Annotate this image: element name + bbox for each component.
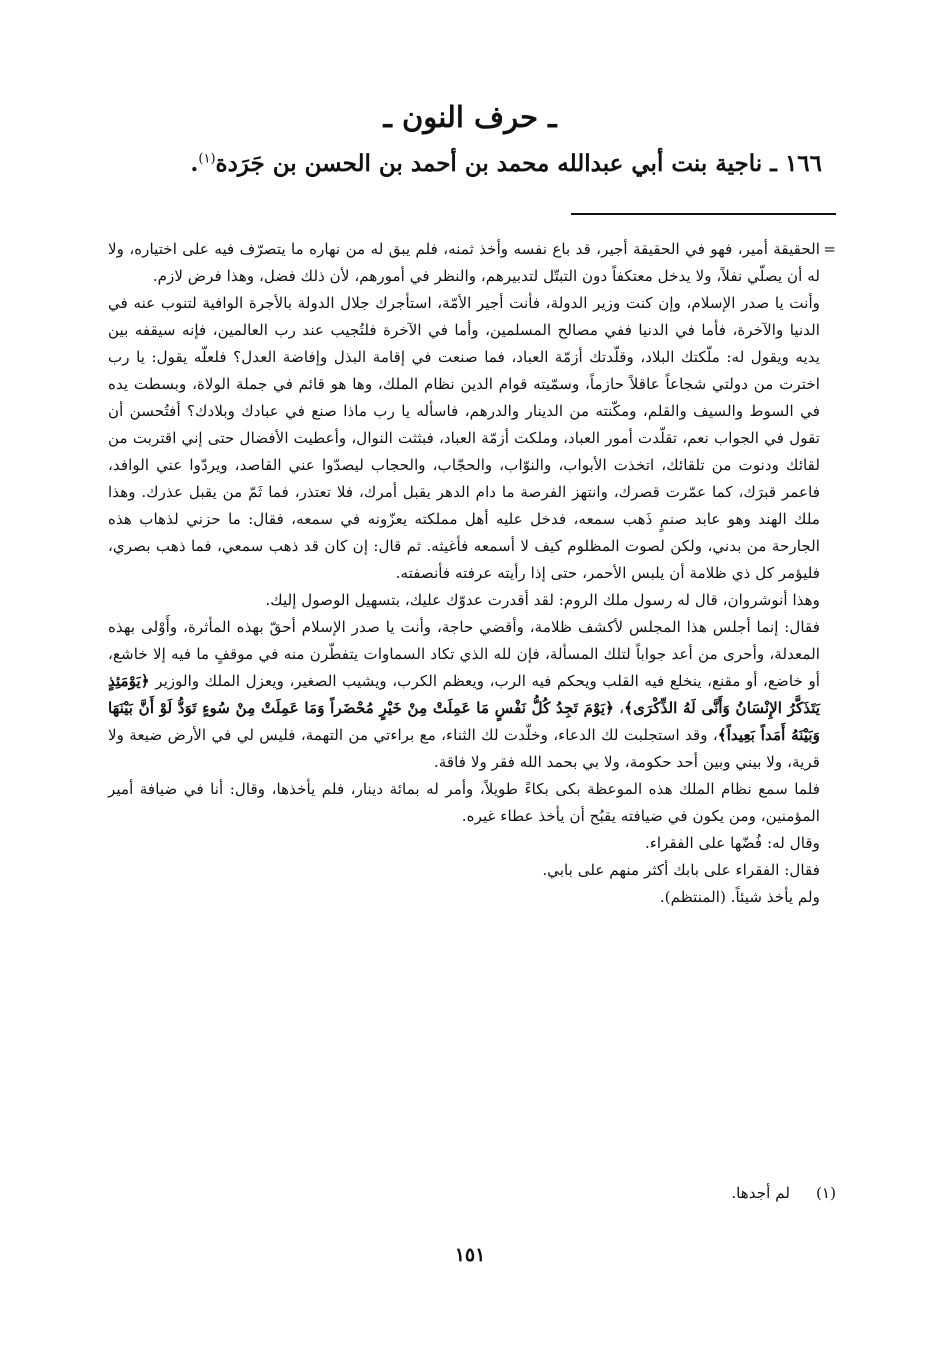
paragraph-8: ولم يأخذ شيئاً. (المنتظم). — [659, 888, 820, 906]
footnote-reference[interactable]: (١) — [198, 151, 216, 167]
footnote-body — [108, 236, 820, 911]
paragraph-6: وقال له: فُضّها على الفقراء. — [644, 834, 820, 852]
paragraph-4-text-a: فقال: إنما أجلس هذا المجلس لأكشف ظلامة، وأقضي حاجة، وأنت يا صدر الإسلام أحقّ بهذه المأثرة، وأَوْلى بهذه المعدلة، وأحرى من أعد جواباً لتلك المسألة، فإن لله الذي تكاد السماوات يتفطّرن منه في موقفٍ ما فيه إلا خاشع، أو خاضع، أو مقنع، ينخلع فيه القلب ويحكم فيه الرب، ويعظم الكرب، ويشيب الصغير، ويعزل الملك والوزير — [108, 618, 820, 690]
paragraph-4-text-b: ، وقد استجلبت لك الدعاء، وخلّدت لك الثناء، مع براءتي من التهمة، فليس لي في الأرض ضيعة ولا قرية، ولا بيني وبين أحد حكومة، ولا بي بحمد الله فقر ولا فاقة. — [108, 726, 820, 771]
chapter-title: ـ حرف النون ـ — [383, 100, 557, 134]
footnote-text: لم أجدها. — [731, 1184, 790, 1202]
page-number: ١٥١ — [454, 1244, 486, 1266]
paragraph-4 — [108, 614, 820, 776]
continuation-mark: = — [823, 240, 836, 258]
entry-heading-text: ١٦٦ ـ ناجية بنت أبي عبدالله محمد بن أحمد بن الحسن بن جَرَدة — [215, 150, 822, 177]
paragraph-4-separator: ، — [619, 699, 625, 717]
paragraph-1: الحقيقة أمير، فهو في الحقيقة أجير، قد باع نفسه وأخذ ثمنه، فلم يبق له من نهاره ما يتصرّف فيه على اختياره، ولا له أن يصلّي نفلاً، ولا يدخل معتكفاً دون التبتّل لتدبيرهم، والنظر في أمورهم، لأن ذلك فضل، وهذا فرض لازم. — [108, 240, 820, 285]
footnote-1 — [108, 1180, 836, 1207]
footnote-separator-rule — [571, 213, 836, 215]
paragraph-3: وهذا أنوشروان، قال له رسول ملك الروم: لقد أقدرت عدوّك عليك، بتسهيل الوصول إليك. — [265, 591, 820, 609]
entry-heading — [102, 150, 822, 177]
quran-verse-1: ﴿يَوْمَئِذٍ يَتَذَكَّرُ الإِنْسَانُ وَأَنَّى لَهُ الذِّكْرَى﴾ — [108, 672, 821, 717]
paragraph-2: وأنت يا صدر الإسلام، وإن كنت وزير الدولة، فأنت أجير الأمّة، استأجرك جلال الدولة بالأجرة الوافية لتنوب عنه في الدنيا والآخرة، فأما في الدنيا ففي مصالح المسلمين، وأما في الآخرة فلتُجيب عند رب العالمين، فإنه سيقفه بين يديه ويقول له: ملّكتك البلاد، وقلّدتك أزمّة العباد، فما صنعت في إقامة البذل وإفاضة العدل؟ فلعلّه يقول: يا رب اخترت من دولتي شجاعاً عاقلاً حازماً، وسمّيته قوام الدين نظام الملك، وها هو قائم في جملة الولاة، وبسطت يده في السوط والسيف والقلم، ومكّنته من الدينار والدرهم، فاسأله يا رب ماذا صنع في عبادك وبلادك؟ أفتُحسن أن تقول في الجواب نعم، تقلّدت أمور العباد، وملكت أزمّة العباد، فبثثت النوال، وأعطيت الأفضال حتى إني اقتربت من لقائك ودنوت من تلقائك، اتخذت الأبواب، والنوّاب، والحجّاب، والحجاب ليصدّوا عني القاصد، ويردّوا عني الوافد، فاعمر قبرَك، كما عمّرت قصرك، وانتهز الفرصة ما دام الدهر يقبل أمرك، فلا تعتذر، فما ثَمّ من يقبل عذرك. وهذا ملك الهند وهو عابد صنمٍ ذَهب سمعه، فدخل عليه أهل مملكته يعزّونه في سمعه، فقال: ما حزني لذهاب هذه الجارحة من بدني، ولكن لصوت المظلوم كيف لا أسمعه فأغيثه. ثم قال: إن كان قد ذهب سمعي، فما ذهب بصري، فليؤمر كل ذي ظلامة أن يلبس الأحمر، حتى إذا رأيته عرفته فأنصفته. — [108, 294, 820, 582]
entry-heading-period: . — [190, 150, 199, 177]
paragraph-5: فلما سمع نظام الملك هذه الموعظة بكى بكاءً طويلاً، وأمر له بمائة دينار، فلم يأخذها، وقال: أنا في ضيافة أمير المؤمنين، ومن يكون في ضيافته يقبُح أن يأخذ عطاء غيره. — [108, 780, 820, 825]
footnote-marker: (١) — [815, 1184, 836, 1202]
paragraph-7: فقال: الفقراء على بابك أكثر منهم على بابي. — [542, 861, 820, 879]
quran-verse-2: ﴿يَوْمَ تَجِدُ كُلُّ نَفْسٍ مَا عَمِلَتْ مِنْ خَيْرٍ مُحْضَراً وَمَا عَمِلَتْ مِنْ سُوءٍ تَوَدُّ لَوْ أَنَّ بَيْنَهَا وَبَيْنَهُ أَمَداً بَعِيداً﴾ — [108, 699, 820, 744]
